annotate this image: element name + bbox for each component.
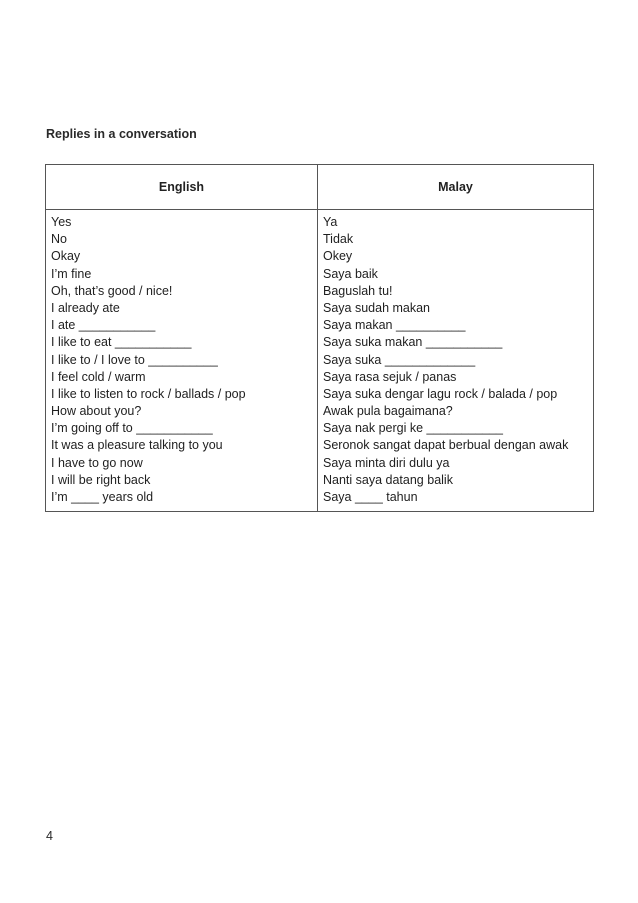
english-phrase: How about you? — [51, 404, 142, 419]
malay-phrase: Saya rasa sejuk / panas — [323, 369, 457, 384]
english-phrase: I feel cold / warm — [51, 369, 146, 384]
english-column — [46, 210, 318, 511]
malay-phrase: Baguslah tu! — [323, 283, 393, 298]
english-phrase: I’m going off to ___________ — [51, 421, 213, 436]
malay-phrase: Saya suka dengar lagu rock / balada / pop — [323, 386, 558, 401]
vocabulary-table — [45, 164, 594, 512]
malay-phrase: Ya — [323, 215, 338, 229]
header-english: English — [46, 165, 318, 209]
english-phrase: I already ate — [51, 300, 120, 315]
malay-phrase: Saya makan __________ — [323, 318, 466, 333]
english-phrase: No — [51, 232, 67, 247]
english-phrase: Yes — [51, 215, 72, 229]
table-body-row — [46, 210, 593, 511]
section-title: Replies in a conversation — [46, 127, 197, 141]
malay-column — [318, 210, 593, 511]
english-phrase: I like to eat ___________ — [51, 335, 192, 350]
malay-phrase: Nanti saya datang balik — [323, 472, 453, 487]
table-header-row — [46, 165, 593, 210]
malay-phrase: Tidak — [323, 232, 354, 247]
malay-phrase: Saya nak pergi ke ___________ — [323, 421, 504, 436]
malay-phrase: Saya ____ tahun — [323, 490, 418, 504]
malay-phrase: Saya suka makan ___________ — [323, 335, 503, 350]
english-phrase: I ate ___________ — [51, 318, 156, 333]
english-phrase: I have to go now — [51, 455, 143, 470]
english-phrase: I will be right back — [51, 472, 151, 487]
malay-phrase: Awak pula bagaimana? — [323, 404, 453, 419]
malay-phrase: Okey — [323, 249, 353, 264]
malay-phrase: Saya minta diri dulu ya — [323, 455, 450, 470]
malay-phrase: Saya baik — [323, 266, 378, 281]
english-phrase: Okay — [51, 249, 81, 264]
malay-phrase: Seronok sangat dapat berbual dengan awak — [323, 438, 569, 453]
english-phrase: I’m fine — [51, 266, 92, 281]
page-number: 4 — [46, 829, 53, 843]
english-phrase: It was a pleasure talking to you — [51, 438, 223, 453]
english-phrase: I’m ____ years old — [51, 490, 154, 504]
english-phrase: I like to / I love to __________ — [51, 352, 218, 367]
malay-phrase: Saya sudah makan — [323, 300, 431, 315]
header-malay: Malay — [438, 180, 473, 194]
malay-phrase: Saya suka _____________ — [323, 352, 476, 367]
english-phrase: Oh, that’s good / nice! — [51, 283, 173, 298]
english-phrase: I like to listen to rock / ballads / pop — [51, 386, 246, 401]
